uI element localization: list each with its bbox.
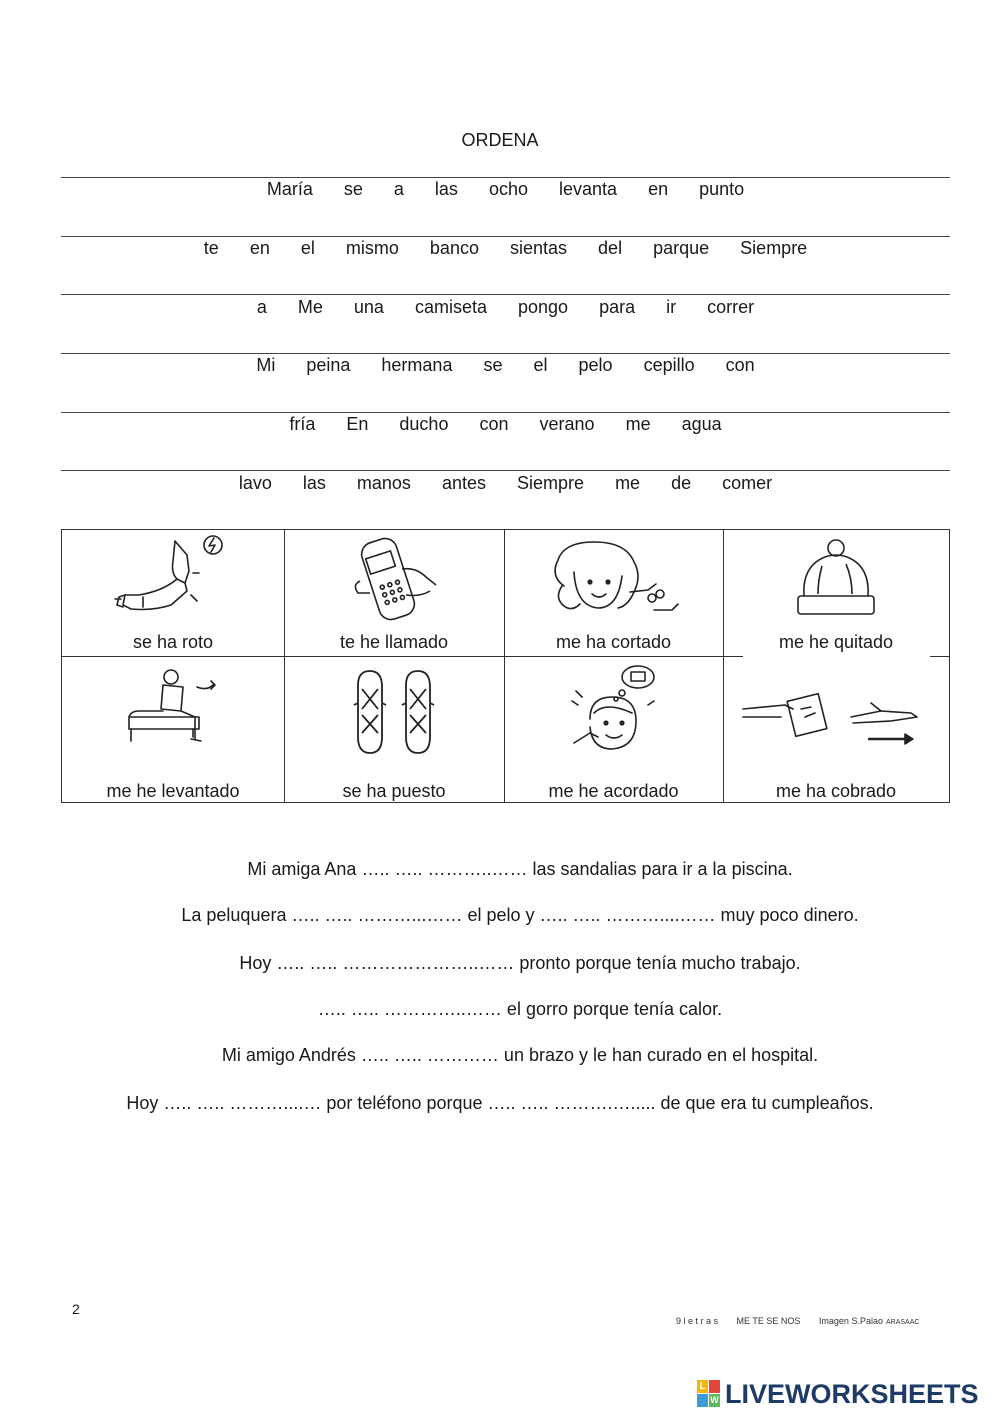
logo-mark-block bbox=[697, 1394, 708, 1407]
footer-topic: ME TE SE NOS bbox=[736, 1316, 801, 1326]
word[interactable]: cepillo bbox=[643, 355, 695, 375]
word[interactable]: mismo bbox=[345, 238, 399, 258]
picture-label: me he quitado bbox=[778, 632, 894, 652]
word[interactable]: peina bbox=[306, 355, 351, 375]
scrambled-sentence-2 bbox=[61, 236, 950, 260]
word[interactable]: del bbox=[598, 238, 623, 258]
word[interactable]: Siempre bbox=[517, 473, 585, 493]
footer-credits bbox=[676, 1316, 935, 1326]
word[interactable]: correr bbox=[707, 297, 755, 317]
footer-credit: Imagen S.Palao bbox=[818, 1316, 883, 1326]
picture-label: me ha cortado bbox=[555, 632, 672, 652]
word[interactable]: punto bbox=[699, 179, 745, 199]
word[interactable]: a bbox=[393, 179, 404, 199]
word[interactable]: levanta bbox=[559, 179, 618, 199]
word[interactable]: en bbox=[249, 238, 270, 258]
page-title: ORDENA bbox=[461, 130, 539, 150]
word[interactable]: pelo bbox=[578, 355, 613, 375]
word[interactable]: ir bbox=[666, 297, 677, 317]
liveworksheets-logo[interactable] bbox=[697, 1378, 979, 1410]
word[interactable]: una bbox=[353, 297, 384, 317]
picture-label: me he acordado bbox=[548, 781, 679, 801]
picture-label: se ha puesto bbox=[342, 781, 446, 801]
word[interactable]: de bbox=[671, 473, 692, 493]
word[interactable]: En bbox=[346, 414, 369, 434]
picture-grid bbox=[61, 529, 950, 803]
fill-sentence-3: Hoy ….. ….. …………………..…… pronto porque tenía mucho trabajo. bbox=[239, 953, 801, 973]
picture-card bbox=[284, 530, 504, 656]
haircut-icon bbox=[544, 536, 684, 626]
word[interactable]: el bbox=[300, 238, 315, 258]
word[interactable]: pongo bbox=[518, 297, 569, 317]
word[interactable]: parque bbox=[653, 238, 710, 258]
picture-card bbox=[504, 530, 723, 656]
picture-card bbox=[62, 657, 284, 802]
word[interactable]: Me bbox=[297, 297, 323, 317]
logo-mark-block bbox=[709, 1380, 720, 1393]
word[interactable]: en bbox=[648, 179, 669, 199]
picture-label: se ha roto bbox=[132, 632, 214, 652]
scrambled-sentence-4 bbox=[61, 353, 950, 377]
paying-money-icon bbox=[741, 683, 931, 763]
word[interactable]: camiseta bbox=[414, 297, 487, 317]
word[interactable]: te bbox=[203, 238, 219, 258]
word[interactable]: con bbox=[479, 414, 509, 434]
scrambled-sentence-3 bbox=[61, 295, 950, 319]
sandals-icon bbox=[344, 667, 444, 759]
mobile-phone-icon bbox=[344, 533, 444, 625]
fill-sentence-6: Hoy ….. ….. ………....… por teléfono porque ….. ….. ……….…..... de que era tu cumpleaños. bbox=[126, 1093, 874, 1113]
picture-label: te he llamado bbox=[339, 632, 449, 652]
word[interactable]: las bbox=[302, 473, 326, 493]
word[interactable]: antes bbox=[441, 473, 486, 493]
word[interactable]: me bbox=[615, 473, 641, 493]
word[interactable]: fría bbox=[289, 414, 316, 434]
word[interactable]: banco bbox=[429, 238, 479, 258]
word[interactable]: se bbox=[343, 179, 363, 199]
word[interactable]: lavo bbox=[238, 473, 272, 493]
picture-card bbox=[504, 657, 723, 802]
scrambled-sentence-6 bbox=[61, 471, 950, 495]
fill-sentence-5: Mi amigo Andrés ….. ….. ………… un brazo y le han curado en el hospital. bbox=[221, 1045, 819, 1065]
logo-mark-letter: L bbox=[697, 1380, 708, 1393]
word[interactable]: a bbox=[256, 297, 267, 317]
logo-mark-letter: W bbox=[710, 1395, 719, 1405]
scrambled-sentence-1 bbox=[61, 177, 950, 201]
picture-label: me he levantado bbox=[106, 781, 240, 801]
scrambled-sentence-5 bbox=[61, 412, 950, 436]
picture-card bbox=[284, 657, 504, 802]
word[interactable]: las bbox=[434, 179, 458, 199]
word[interactable]: hermana bbox=[381, 355, 453, 375]
page-number: 2 bbox=[72, 1301, 80, 1317]
wool-hat-icon bbox=[786, 536, 886, 626]
logo-text: LIVEWORKSHEETS bbox=[725, 1378, 979, 1409]
fill-sentence-2: La peluquera ….. ….. ………...…… el pelo y ….. ….. ………....…… muy poco dinero. bbox=[181, 905, 859, 925]
word[interactable]: verano bbox=[539, 414, 595, 434]
fill-sentence-4: ….. ….. …………..…… el gorro porque tenía calor. bbox=[317, 999, 723, 1019]
word[interactable]: sientas bbox=[509, 238, 568, 258]
word[interactable]: Siempre bbox=[740, 238, 808, 258]
word[interactable]: me bbox=[625, 414, 651, 434]
word[interactable]: ducho bbox=[399, 414, 449, 434]
word[interactable]: el bbox=[533, 355, 548, 375]
picture-label: me ha cobrado bbox=[775, 781, 897, 801]
getting-up-bed-icon bbox=[123, 665, 223, 753]
word[interactable]: comer bbox=[722, 473, 773, 493]
remembering-icon bbox=[554, 661, 674, 761]
broken-arm-icon bbox=[113, 533, 233, 623]
picture-card bbox=[723, 657, 949, 802]
word[interactable]: para bbox=[599, 297, 636, 317]
word[interactable]: María bbox=[266, 179, 313, 199]
word[interactable]: se bbox=[483, 355, 503, 375]
word[interactable]: con bbox=[725, 355, 755, 375]
word[interactable]: ocho bbox=[488, 179, 528, 199]
logo-mark-icon bbox=[697, 1380, 721, 1408]
fill-sentence-1: Mi amiga Ana ….. ….. ………..…… las sandalias para ir a la piscina. bbox=[247, 859, 793, 879]
footer-credit-small: ARASAAC bbox=[885, 1319, 920, 1326]
picture-card bbox=[723, 530, 949, 656]
picture-card bbox=[62, 530, 284, 656]
word[interactable]: manos bbox=[356, 473, 411, 493]
word[interactable]: Mi bbox=[256, 355, 276, 375]
footer-brand: 9 l e t r a s bbox=[676, 1316, 719, 1326]
word[interactable]: agua bbox=[681, 414, 722, 434]
